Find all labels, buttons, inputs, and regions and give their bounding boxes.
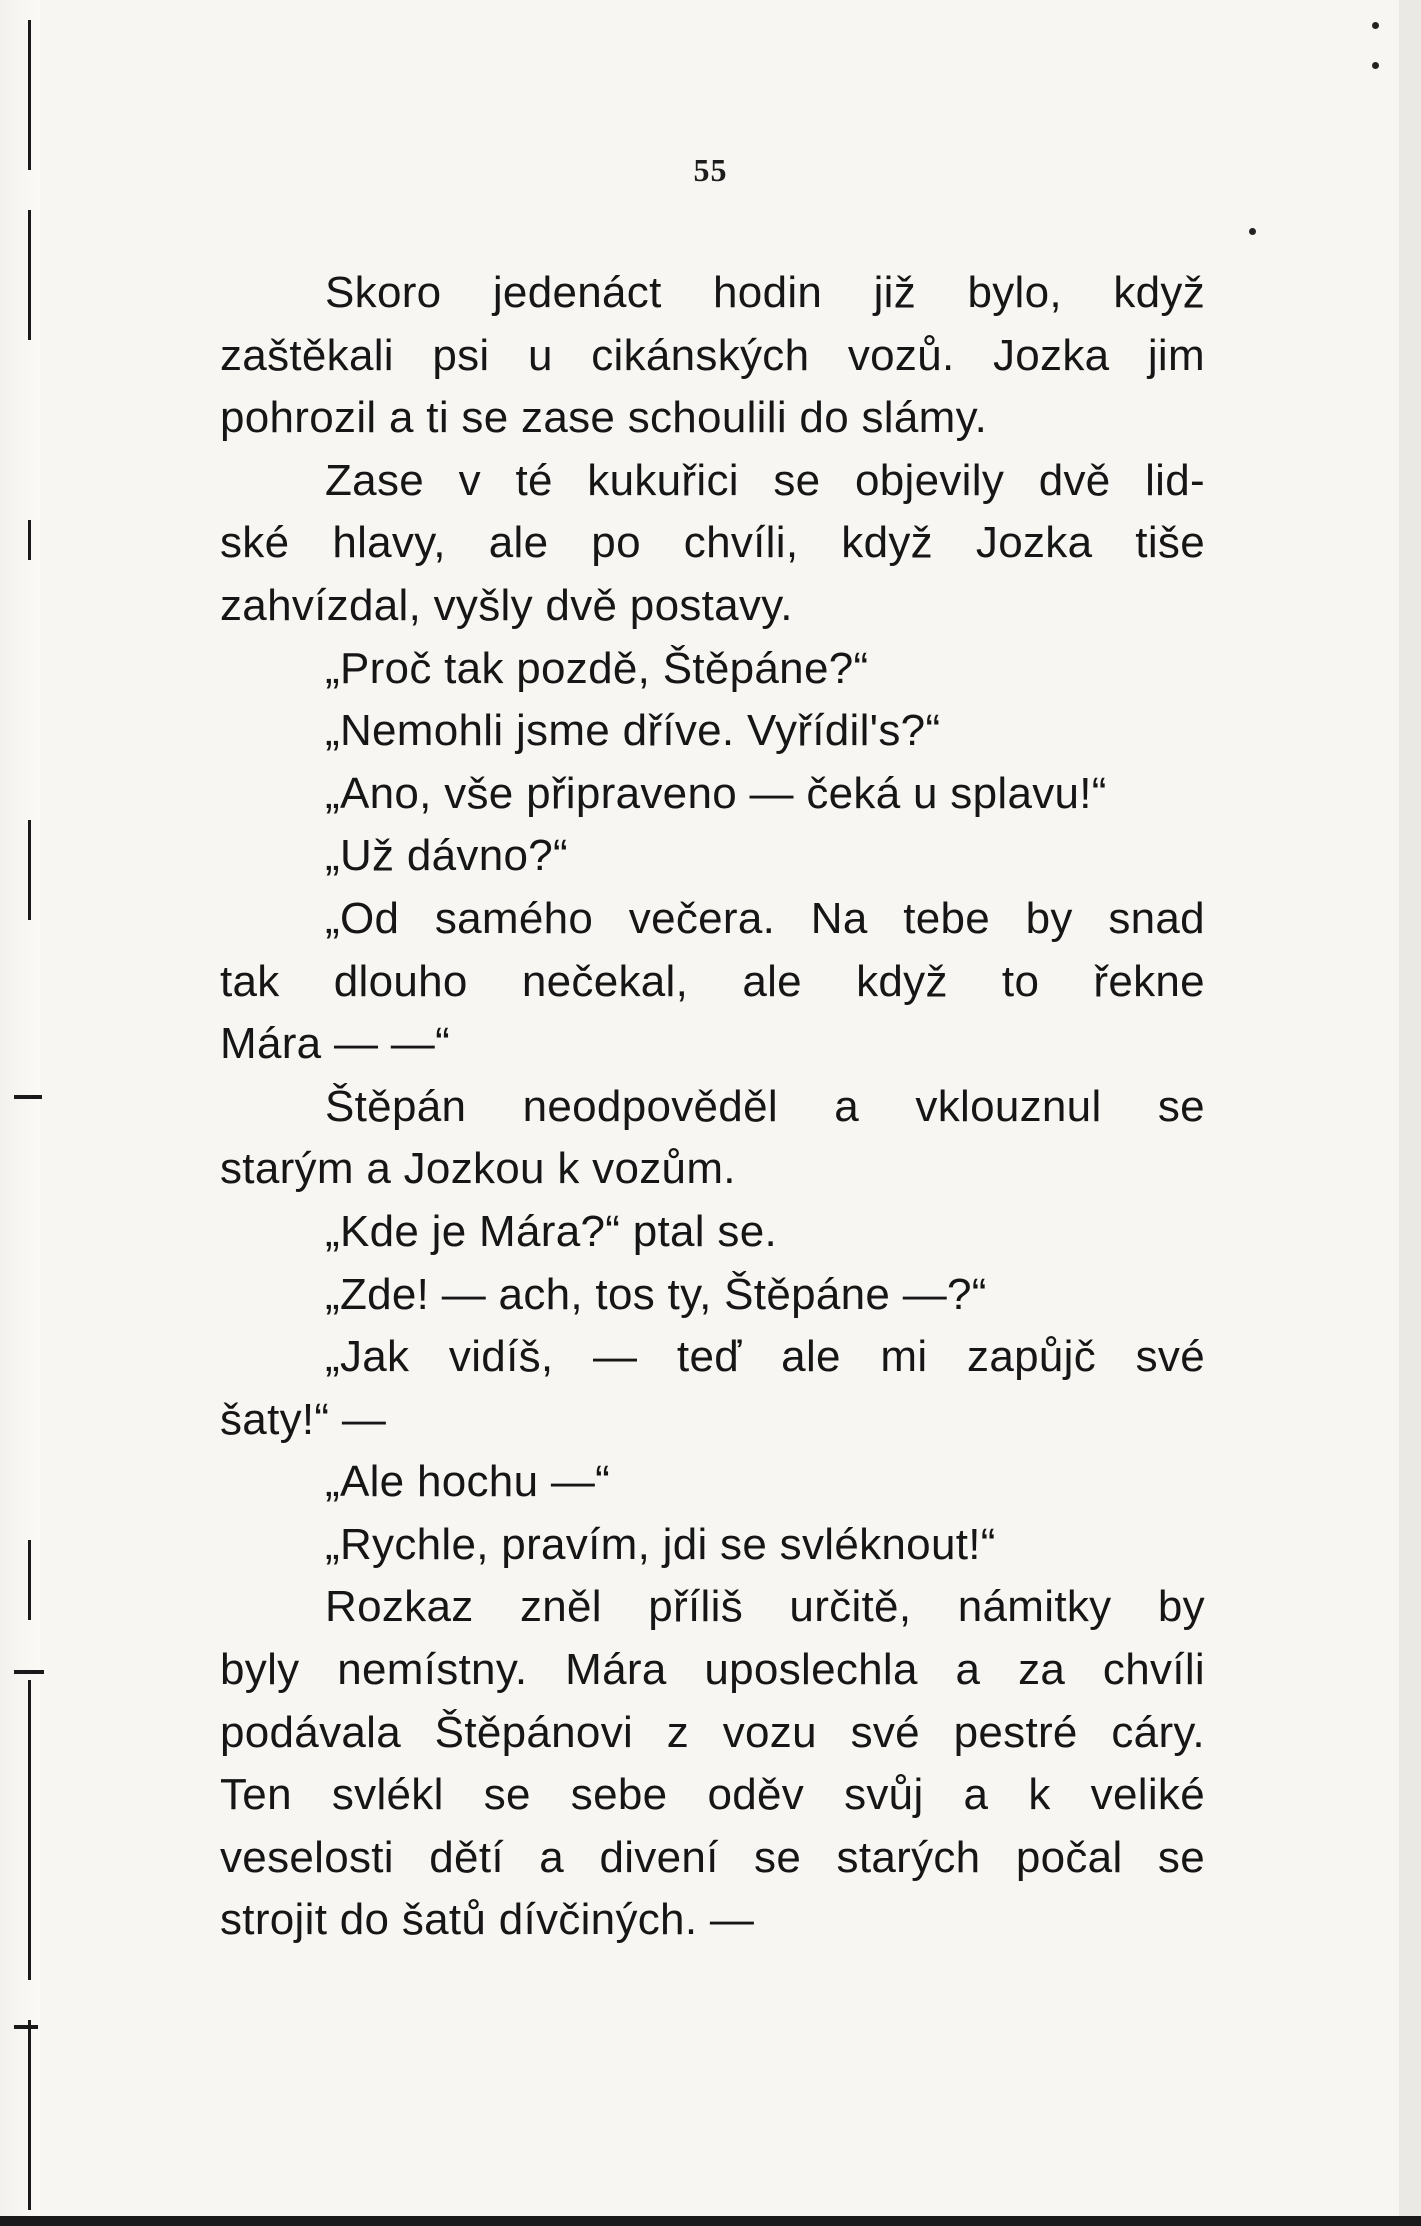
text-word: v [458,455,481,505]
text-word: snad [1108,893,1205,943]
binding-line [28,210,31,340]
text-word: dvě [1038,455,1111,505]
binding-edge [0,0,40,2226]
text-word: ale [742,956,802,1006]
text-word: svlékl [331,1770,444,1820]
text-line: „Ano, vše připraveno — čeká u splavu!“ [325,768,1107,818]
text-word: tiše [1135,518,1205,568]
body-text [220,262,1205,1952]
text-word: nečekal, [521,956,689,1006]
text-word: Mára [565,1645,667,1695]
text-word: Rozkaz [325,1582,474,1632]
text-line [220,325,1205,388]
text-line: „Ale hochu —“ [325,1457,611,1507]
text-word: se [1157,1081,1205,1131]
text-word: Štěpánovi [434,1707,634,1757]
text-word: tebe [903,893,991,943]
text-line [220,1702,1205,1765]
text-word: jedenáct [492,268,662,317]
text-word: byly [220,1645,300,1695]
text-word: cáry. [1111,1707,1205,1757]
text-line: šaty!“ — [220,1394,387,1444]
text-word: večera. [628,893,776,943]
binding-tick [14,2025,38,2029]
text-word: příliš [648,1582,743,1632]
page-bottom-edge [0,2216,1421,2226]
text-line [220,262,1205,325]
margin-dot [1372,62,1379,69]
text-word: ské [220,518,290,568]
binding-tick [14,1670,44,1674]
text-word: té [515,455,553,505]
text-word: za [1018,1645,1066,1695]
binding-line [28,820,31,920]
text-word: Ten [220,1770,292,1820]
binding-line [28,1680,31,1980]
text-word: jim [1147,330,1205,380]
text-word: „Jak [325,1332,410,1382]
page-right-edge [1399,0,1421,2226]
text-word: starých [836,1832,981,1882]
text-line [220,951,1205,1014]
text-word: vklouznul [915,1081,1102,1131]
text-line: Mára — —“ [220,1019,451,1069]
text-line: zahvízdal, vyšly dvě postavy. [220,580,793,630]
text-word: když [856,956,948,1006]
text-word: se [773,455,821,505]
text-word: zněl [519,1582,602,1632]
margin-dot [1372,22,1379,29]
binding-line [28,1540,31,1620]
text-word: mi [880,1332,928,1382]
text-word: se [1157,1832,1205,1882]
text-word: své [1135,1332,1205,1382]
text-word: tak [220,956,280,1006]
text-word: Štěpán [325,1081,467,1131]
text-word: teď [676,1332,742,1382]
text-word: vidíš, [448,1332,554,1382]
text-word: chvíli [1102,1645,1205,1695]
text-line [220,450,1205,513]
text-line [220,1764,1205,1827]
text-word: by [1025,893,1073,943]
text-word: podávala [220,1707,401,1757]
text-line [220,1326,1205,1389]
text-word: po [591,518,641,568]
text-word: ale [781,1332,841,1382]
text-word: když [1113,268,1205,317]
text-word: když [841,518,933,568]
text-word: bylo, [967,268,1062,317]
text-line: „Rychle, pravím, jdi se svléknout!“ [325,1519,996,1569]
text-line [220,1639,1205,1702]
text-word: samého [434,893,594,943]
text-line [220,1576,1205,1639]
text-word: veselosti [220,1832,394,1882]
text-word: určitě, [789,1582,912,1632]
text-word: objevily [855,455,1005,505]
page-number: 55 [693,152,728,188]
text-word: zapůjč [967,1332,1097,1382]
text-word: řekne [1093,956,1205,1006]
text-line [220,1827,1205,1890]
text-word: Na [810,893,868,943]
text-word: vozů. [847,330,955,380]
text-word: k [1028,1770,1051,1820]
text-word: a [955,1645,981,1695]
text-line: „Už dávno?“ [325,831,568,881]
text-line [220,512,1205,575]
text-word: dětí [429,1832,504,1882]
text-word: se [754,1832,802,1882]
text-line: „Nemohli jsme dříve. Vyřídil's?“ [325,706,941,756]
text-word: sebe [570,1770,668,1820]
text-word: a [834,1081,860,1131]
binding-line [28,520,31,560]
text-word: by [1157,1582,1205,1632]
text-word: uposlechla [704,1645,918,1695]
text-word: hlavy, [332,518,446,568]
text-word: Jozka [975,518,1093,568]
text-word: a [539,1832,565,1882]
margin-dot [1249,228,1256,235]
text-line: „Proč tak pozdě, Štěpáne?“ [325,643,869,693]
text-word: u [527,330,553,380]
text-word: hodin [713,268,823,317]
text-word: kukuřici [587,455,739,505]
text-line: „Kde je Mára?“ ptal se. [325,1206,777,1256]
text-line [220,1076,1205,1139]
text-line: pohrozil a ti se zase schoulili do slámy. [220,393,988,443]
text-word: zaštěkali [220,330,394,380]
binding-tick [14,1095,42,1099]
text-word: své [850,1707,920,1757]
text-line [220,888,1205,951]
text-line: strojit do šatů dívčiných. — [220,1895,755,1945]
text-word: počal [1015,1832,1123,1882]
text-word: neodpověděl [522,1081,778,1131]
text-word: „Od [325,893,400,943]
text-word: nemístny. [337,1645,528,1695]
text-word: Skoro [325,268,442,317]
text-word: z [666,1707,690,1757]
text-word: chvíli, [683,518,799,568]
text-word: námitky [957,1582,1112,1632]
text-word: dlouho [333,956,468,1006]
text-word: Jozka [992,330,1110,380]
binding-line [28,20,31,170]
text-word: pestré [953,1707,1078,1757]
text-word: lid- [1145,455,1205,505]
text-word: oděv [707,1770,805,1820]
text-word: psi [432,330,490,380]
binding-line [28,2020,31,2210]
text-word: Zase [325,455,425,505]
text-word: vozu [722,1707,817,1757]
text-line: starým a Jozkou k vozům. [220,1144,736,1194]
text-word: svůj [844,1770,924,1820]
text-word: — [593,1332,638,1382]
text-word: již [873,268,917,317]
text-word: a [963,1770,989,1820]
text-line: „Zde! — ach, tos ty, Štěpáne —?“ [325,1269,987,1319]
text-word: se [483,1770,531,1820]
text-word: ale [488,518,549,568]
text-word: veliké [1090,1770,1205,1820]
text-word: cikánských [591,330,810,380]
text-word: divení [599,1832,719,1882]
text-word: to [1001,956,1040,1006]
